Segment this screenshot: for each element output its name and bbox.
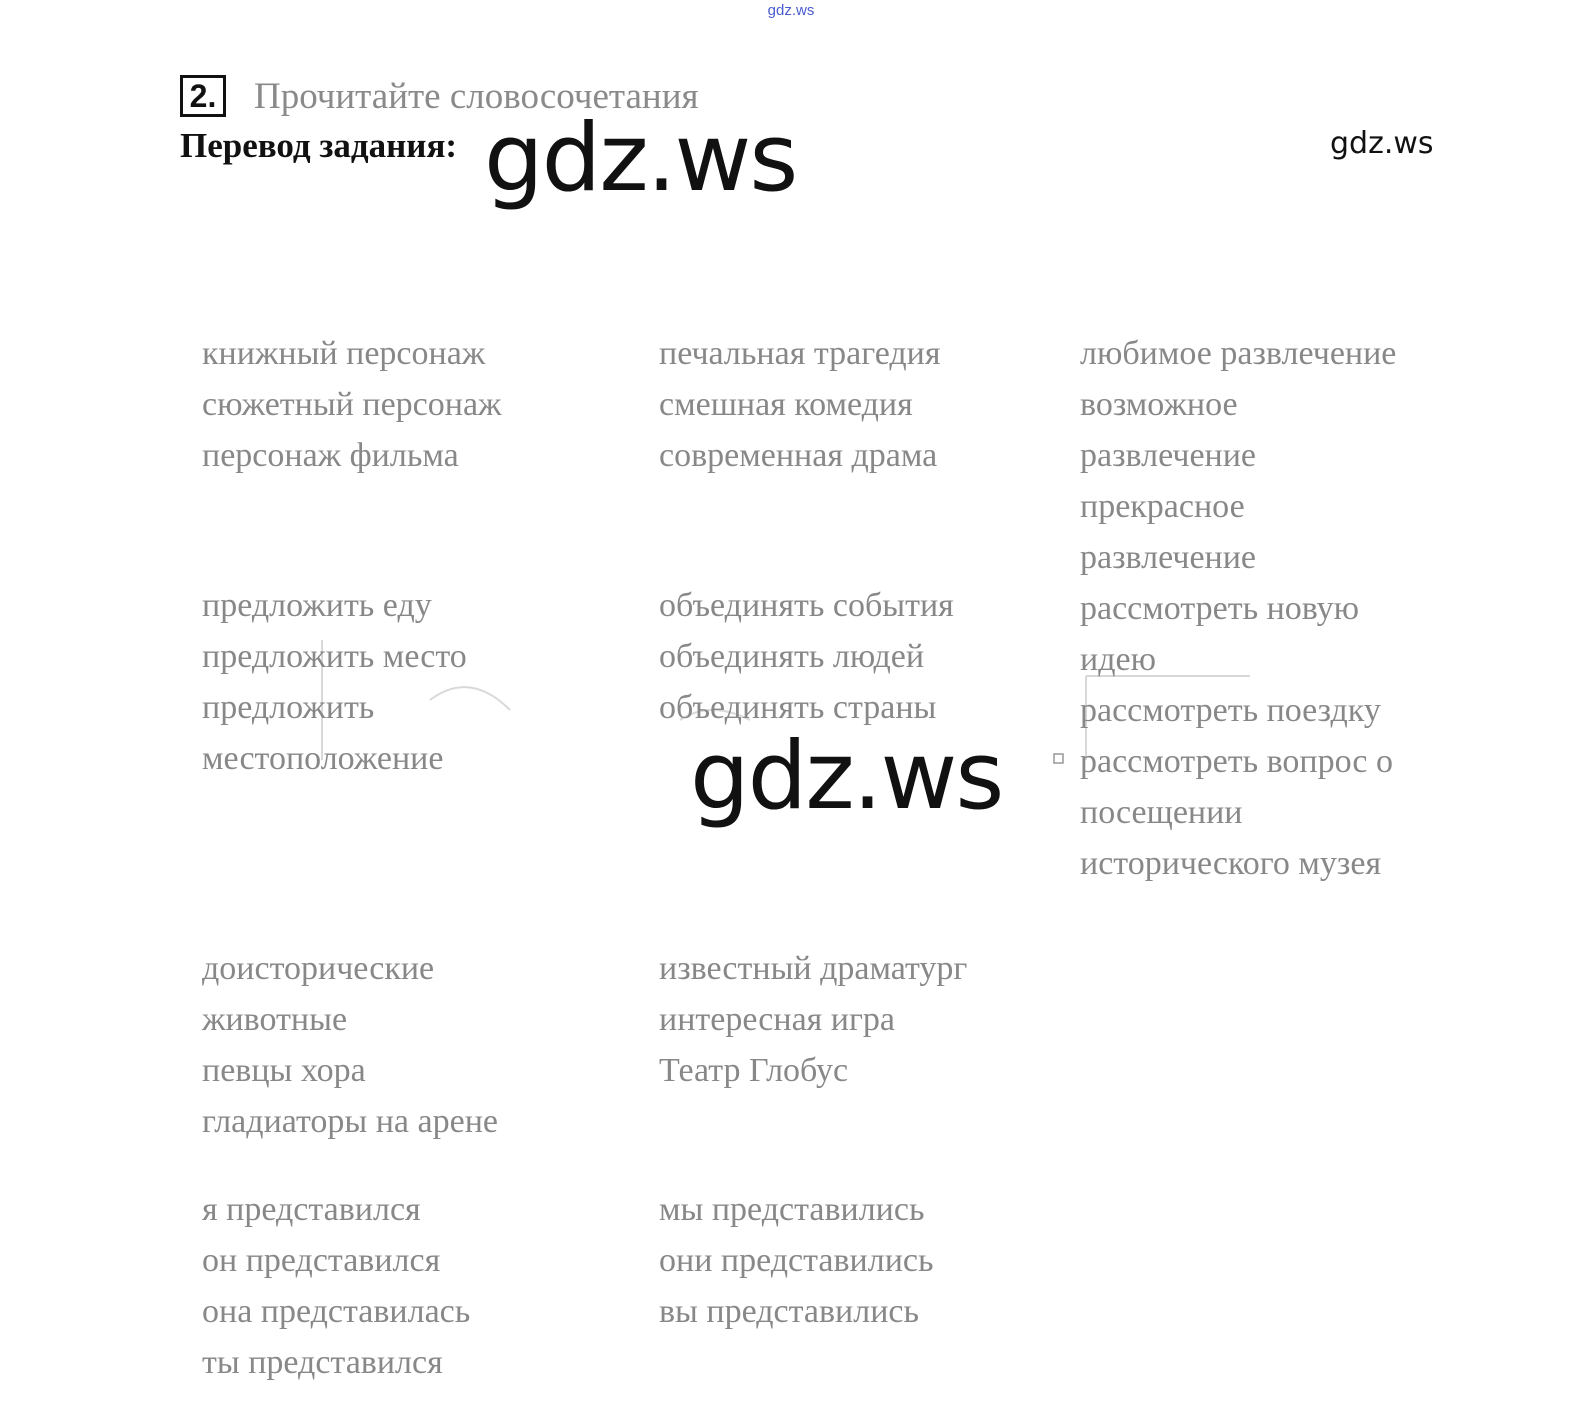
phrase: мы представились [659,1191,925,1228]
phrase: печальная трагедия [659,335,941,372]
phrase-group-offer [202,580,467,784]
phrase-group-entertainment [1080,328,1396,889]
phrase: она представилась [202,1293,471,1330]
phrase: идею [1080,641,1156,678]
phrase: рассмотреть новую [1080,590,1360,627]
phrase: ты представился [202,1344,443,1381]
phrase: он представился [202,1242,441,1279]
phrase: предложить место [202,638,467,675]
phrase: объединять события [659,587,954,624]
phrase: возможное [1080,386,1238,423]
phrase-group-history [202,943,498,1147]
phrase: местоположение [202,740,444,777]
phrase: объединять людей [659,638,925,675]
phrase: предложить еду [202,587,432,624]
phrase: книжный персонаж [202,335,486,372]
phrase: рассмотреть вопрос о [1080,743,1394,780]
phrase-group-unite [659,580,954,733]
phrase: Театр Глобус [659,1052,849,1089]
phrase-group-introduced-plural [659,1184,934,1337]
watermark-large-top: gdz.ws [484,104,797,213]
task-number: 2. [180,75,226,117]
translation-label: Перевод задания: [180,126,458,165]
phrase: они представились [659,1242,934,1279]
phrase: предложить [202,689,375,726]
phrase: гладиаторы на арене [202,1103,498,1140]
phrase: сюжетный персонаж [202,386,502,423]
watermark-large-center: gdz.ws [690,722,1003,831]
phrase: известный драматург [659,950,968,987]
task-title: Прочитайте словосочетания [254,75,699,117]
phrase: рассмотреть поездку [1080,692,1381,729]
phrase: интересная игра [659,1001,896,1038]
phrase: любимое развлечение [1080,335,1397,372]
phrase: современная драма [659,437,938,474]
phrase: доисторические [202,950,435,987]
phrase: посещении [1080,794,1243,831]
phrase-group-theatre [659,943,967,1096]
phrase: я представился [202,1191,421,1228]
top-watermark: gdz.ws [767,2,815,19]
phrase: животные [202,1001,348,1038]
phrase: персонаж фильма [202,437,459,474]
phrase-group-characters [202,328,502,481]
phrase: развлечение [1080,539,1257,576]
phrase: смешная комедия [659,386,913,423]
phrase: исторического музея [1080,845,1382,882]
phrase-group-genres [659,328,940,481]
watermark-small-right: gdz.ws [1330,126,1434,161]
phrase: певцы хора [202,1052,366,1089]
phrase: вы представились [659,1293,919,1330]
phrase: объединять страны [659,689,937,726]
phrase-group-introduced-singular [202,1184,470,1388]
phrase: развлечение [1080,437,1257,474]
phrase: прекрасное [1080,488,1245,525]
